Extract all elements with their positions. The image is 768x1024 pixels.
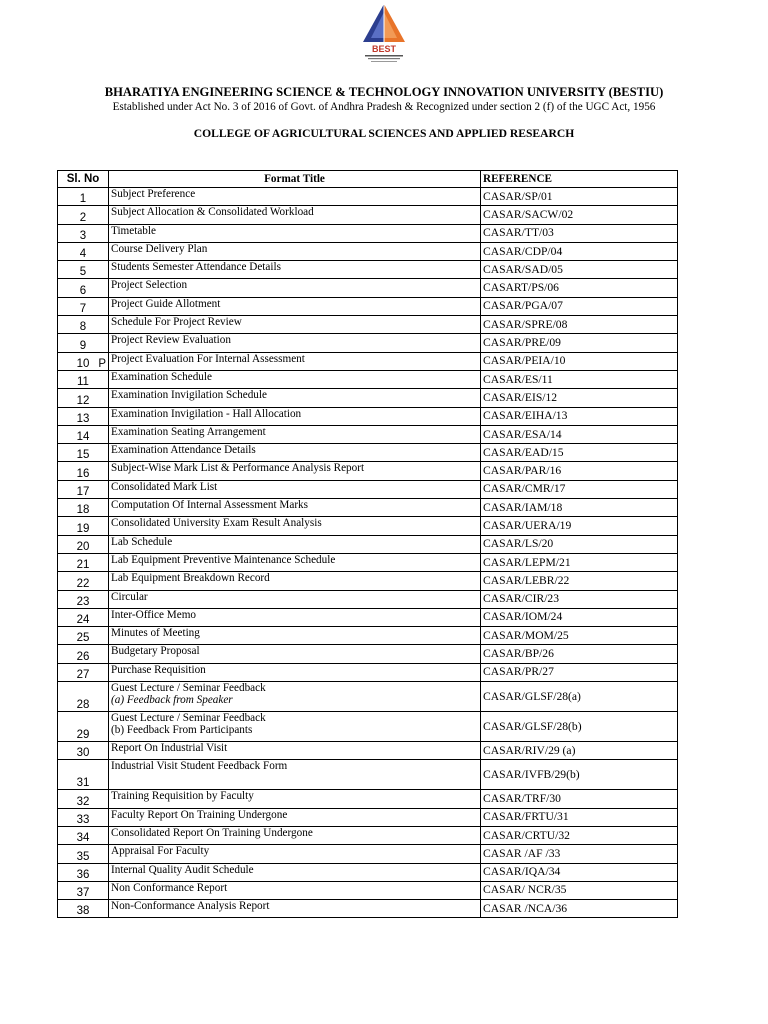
format-title [109, 645, 481, 663]
row-number-text: 29 [76, 729, 90, 742]
row-number-text: 8 [79, 321, 87, 334]
format-title-text: Examination Attendance Details [111, 444, 256, 457]
best-logo-icon [355, 2, 413, 64]
format-reference: CASAR/PGA/07 [481, 297, 678, 315]
format-title-text: Inter-Office Memo [111, 608, 196, 621]
table-row [58, 712, 678, 742]
row-number [58, 900, 109, 918]
format-title-text: Lab Equipment Preventive Maintenance Schedule [111, 553, 336, 566]
row-number-text: 35 [76, 850, 90, 863]
table-row [58, 370, 678, 388]
format-title-text: Training Requisition by Faculty [111, 790, 254, 803]
format-reference: CASAR/LS/20 [481, 535, 678, 553]
table-row [58, 881, 678, 899]
format-subtitle: (a) Feedback from Speaker [111, 694, 233, 707]
row-number [58, 790, 109, 808]
format-reference: CASAR/ NCR/35 [481, 881, 678, 899]
format-reference: CASAR/SPRE/08 [481, 316, 678, 334]
row-number-text: 21 [76, 559, 90, 572]
format-title [109, 517, 481, 535]
table-row [58, 206, 678, 224]
table-row [58, 572, 678, 590]
row-number-text: 32 [76, 795, 90, 808]
table-row [58, 535, 678, 553]
row-number [58, 712, 109, 742]
format-title [109, 590, 481, 608]
table-row [58, 553, 678, 571]
row-number [58, 407, 109, 425]
format-reference: CASAR/CMR/17 [481, 480, 678, 498]
row-number-text: 27 [76, 669, 90, 682]
table-row [58, 480, 678, 498]
format-title [109, 462, 481, 480]
format-reference: CASAR/GLSF/28(b) [481, 712, 678, 742]
format-title [109, 316, 481, 334]
format-title-text: Faculty Report On Training Undergone [111, 808, 288, 821]
format-reference: CASAR/CDP/04 [481, 242, 678, 260]
row-number-text: 26 [76, 650, 90, 663]
format-title-text: Examination Seating Arrangement [111, 425, 266, 438]
table-row [58, 444, 678, 462]
row-number [58, 627, 109, 645]
row-number-text: 31 [76, 777, 90, 790]
format-title [109, 279, 481, 297]
format-title-text: Project Review Evaluation [111, 334, 231, 347]
table-row [58, 826, 678, 844]
format-reference: CASAR/PEIA/10 [481, 352, 678, 370]
format-title [109, 826, 481, 844]
format-reference: CASAR/UERA/19 [481, 517, 678, 535]
format-reference: CASAR/TRF/30 [481, 790, 678, 808]
format-reference: CASAR /NCA/36 [481, 900, 678, 918]
row-number [58, 224, 109, 242]
row-number [58, 297, 109, 315]
row-number [58, 242, 109, 260]
format-title [109, 206, 481, 224]
format-title-text: Appraisal For Faculty [111, 845, 210, 858]
format-reference: CASAR/SP/01 [481, 188, 678, 206]
row-number-text: 22 [76, 577, 90, 590]
row-number-text: 36 [76, 868, 90, 881]
format-title [109, 863, 481, 881]
logo-text: BEST [371, 44, 397, 54]
format-title [109, 444, 481, 462]
format-title-text: Industrial Visit Student Feedback Form [111, 760, 288, 773]
table-row [58, 297, 678, 315]
table-row [58, 682, 678, 712]
table-row [58, 261, 678, 279]
format-title [109, 760, 481, 790]
format-reference: CASAR/LEBR/22 [481, 572, 678, 590]
row-number-text: 25 [76, 632, 90, 645]
row-number-text: 14 [76, 431, 90, 444]
format-title [109, 425, 481, 443]
row-number [58, 608, 109, 626]
row-number [58, 517, 109, 535]
format-title-text: Minutes of Meeting [111, 627, 200, 640]
university-logo [355, 2, 413, 64]
format-reference: CASAR /AF /33 [481, 845, 678, 863]
format-title [109, 572, 481, 590]
row-number-text: 12 [76, 394, 90, 407]
table-row [58, 808, 678, 826]
format-reference: CASAR/MOM/25 [481, 627, 678, 645]
row-number-text: 23 [76, 595, 90, 608]
row-number-text: 33 [76, 813, 90, 826]
row-number [58, 444, 109, 462]
format-title-text: Examination Invigilation - Hall Allocation [111, 407, 302, 420]
row-number-text: 13 [76, 412, 90, 425]
table-row [58, 425, 678, 443]
format-title-text: Schedule For Project Review [111, 316, 242, 329]
format-title-text: Subject Allocation & Consolidated Workload [111, 206, 314, 219]
format-title [109, 845, 481, 863]
row-number [58, 279, 109, 297]
format-reference: CASAR/RIV/29 (a) [481, 742, 678, 760]
row-number [58, 535, 109, 553]
row-number-text: 3 [79, 229, 87, 242]
format-reference: CASAR/EIS/12 [481, 389, 678, 407]
row-number-text: 16 [76, 467, 90, 480]
row-number [58, 682, 109, 712]
table-header-row [58, 171, 678, 188]
format-title-text: Project Guide Allotment [111, 297, 221, 310]
table-row [58, 608, 678, 626]
format-title [109, 370, 481, 388]
format-title [109, 881, 481, 899]
col-header-reference: REFERENCE [481, 171, 678, 188]
format-title [109, 224, 481, 242]
table-row [58, 316, 678, 334]
row-number [58, 261, 109, 279]
table-row [58, 627, 678, 645]
format-title-text: Project Selection [111, 279, 188, 292]
format-reference: CASAR/BP/26 [481, 645, 678, 663]
format-reference: CASAR/PAR/16 [481, 462, 678, 480]
format-title-text: Examination Schedule [111, 370, 212, 383]
row-number [58, 808, 109, 826]
table-row [58, 389, 678, 407]
format-title-text: Subject Preference [111, 188, 196, 200]
format-title-text: Non-Conformance Analysis Report [111, 900, 270, 913]
row-number [58, 742, 109, 760]
row-number [58, 316, 109, 334]
row-number-text: 7 [79, 303, 87, 316]
format-reference: CASAR/SAD/05 [481, 261, 678, 279]
row-number [58, 572, 109, 590]
format-reference: CASAR/IVFB/29(b) [481, 760, 678, 790]
format-title [109, 682, 481, 712]
format-reference: CASAR/EAD/15 [481, 444, 678, 462]
row-number-text: 20 [76, 540, 90, 553]
format-reference: CASAR/GLSF/28(a) [481, 682, 678, 712]
format-reference: CASAR/SACW/02 [481, 206, 678, 224]
format-reference: CASAR/IOM/24 [481, 608, 678, 626]
format-title [109, 499, 481, 517]
format-title-text: Examination Invigilation Schedule [111, 389, 267, 402]
format-title-text: Computation Of Internal Assessment Marks [111, 499, 308, 512]
format-title-text: Internal Quality Audit Schedule [111, 863, 254, 876]
row-number [58, 188, 109, 206]
table-row [58, 900, 678, 918]
college-name: COLLEGE OF AGRICULTURAL SCIENCES AND APPLIED RESEARCH [193, 127, 575, 140]
row-number [58, 845, 109, 863]
format-title [109, 242, 481, 260]
col-header-sl-no: Sl. No [58, 171, 109, 188]
format-title-text: Lab Schedule [111, 535, 173, 548]
table-row [58, 224, 678, 242]
format-subtitle: (b) Feedback From Participants [111, 724, 253, 737]
table-row [58, 499, 678, 517]
table-row [58, 645, 678, 663]
row-number [58, 881, 109, 899]
table-row [58, 663, 678, 681]
format-title-text: Consolidated University Exam Result Analysis [111, 517, 322, 530]
row-number-text: 15 [76, 449, 90, 462]
row-number-text: 6 [79, 284, 87, 297]
row-number-text: 17 [76, 486, 90, 499]
format-reference: CASAR/IAM/18 [481, 499, 678, 517]
table-row [58, 742, 678, 760]
table-row [58, 407, 678, 425]
format-title [109, 407, 481, 425]
row-number-text: 4 [79, 248, 87, 261]
table-row [58, 760, 678, 790]
row-number-text: 11 [77, 376, 89, 389]
establishment-note: Established under Act No. 3 of 2016 of Govt. of Andhra Pradesh & Recognized under section 2 (f) of the UGC Act, 1956 [112, 101, 656, 113]
row-number [58, 499, 109, 517]
format-reference: CASAR/PR/27 [481, 663, 678, 681]
format-title [109, 188, 481, 206]
col-header-format-title: Format Title [109, 171, 481, 188]
row-number-text: 34 [76, 832, 90, 845]
format-title [109, 553, 481, 571]
format-title [109, 480, 481, 498]
format-title [109, 389, 481, 407]
row-number-extra: P [98, 357, 106, 370]
table-row [58, 334, 678, 352]
format-title [109, 535, 481, 553]
row-number-text: 38 [76, 905, 90, 918]
table-row [58, 462, 678, 480]
format-title-text: Guest Lecture / Seminar Feedback [111, 712, 266, 725]
row-number [58, 334, 109, 352]
row-number-text: 24 [76, 614, 90, 627]
row-number [58, 370, 109, 388]
format-title-text: Purchase Requisition [111, 663, 206, 676]
row-number-text: 19 [76, 522, 90, 535]
table-row [58, 517, 678, 535]
format-reference: CASAR/CRTU/32 [481, 826, 678, 844]
format-title [109, 663, 481, 681]
row-number-text: 37 [76, 887, 90, 900]
table-row [58, 790, 678, 808]
formats-table [57, 170, 678, 918]
format-title-text: Timetable [111, 224, 156, 237]
format-title [109, 790, 481, 808]
format-title [109, 627, 481, 645]
university-name: BHARATIYA ENGINEERING SCIENCE & TECHNOLOGY INNOVATION UNIVERSITY (BESTIU) [104, 85, 664, 99]
format-title-text: Budgetary Proposal [111, 645, 200, 658]
format-title [109, 334, 481, 352]
table-row [58, 279, 678, 297]
format-title [109, 297, 481, 315]
format-reference: CASART/PS/06 [481, 279, 678, 297]
row-number [58, 206, 109, 224]
format-title-text: Guest Lecture / Seminar Feedback [111, 682, 266, 695]
row-number [58, 553, 109, 571]
format-title-text: Students Semester Attendance Details [111, 261, 281, 274]
table-row [58, 352, 678, 370]
format-title [109, 712, 481, 742]
row-number [58, 760, 109, 790]
format-title [109, 900, 481, 918]
format-title [109, 742, 481, 760]
row-number [58, 480, 109, 498]
format-reference: CASAR/FRTU/31 [481, 808, 678, 826]
row-number-text: 30 [76, 747, 90, 760]
table-row [58, 188, 678, 206]
table-row [58, 863, 678, 881]
format-title-text: Consolidated Report On Training Undergone [111, 826, 313, 839]
format-reference: CASAR/LEPM/21 [481, 553, 678, 571]
format-reference: CASAR/ES/11 [481, 370, 678, 388]
format-title [109, 352, 481, 370]
row-number [58, 462, 109, 480]
row-number [58, 863, 109, 881]
row-number-text: 5 [79, 266, 87, 279]
row-number [58, 389, 109, 407]
format-title-text: Non Conformance Report [111, 881, 228, 894]
format-title-text: Consolidated Mark List [111, 480, 218, 493]
row-number [58, 352, 109, 370]
format-title [109, 808, 481, 826]
format-title-text: Course Delivery Plan [111, 242, 208, 255]
format-title-text: Lab Equipment Breakdown Record [111, 572, 270, 585]
format-reference: CASAR/IQA/34 [481, 863, 678, 881]
format-reference: CASAR/ESA/14 [481, 425, 678, 443]
format-reference: CASAR/PRE/09 [481, 334, 678, 352]
format-reference: CASAR/TT/03 [481, 224, 678, 242]
row-number [58, 663, 109, 681]
format-reference: CASAR/CIR/23 [481, 590, 678, 608]
row-number [58, 425, 109, 443]
row-number-text: 9 [79, 339, 87, 352]
format-title-text: Report On Industrial Visit [111, 742, 228, 755]
table-row [58, 242, 678, 260]
format-title-text: Project Evaluation For Internal Assessment [111, 352, 305, 365]
format-title-text: Subject-Wise Mark List & Performance Analysis Report [111, 462, 365, 475]
row-number-text: 1 [79, 193, 87, 206]
format-title [109, 261, 481, 279]
table-row [58, 590, 678, 608]
row-number [58, 826, 109, 844]
row-number-text: 2 [79, 211, 87, 224]
format-title [109, 608, 481, 626]
row-number [58, 590, 109, 608]
format-reference: CASAR/EIHA/13 [481, 407, 678, 425]
row-number-text: 10 [76, 357, 90, 370]
table-row [58, 845, 678, 863]
row-number-text: 28 [76, 699, 90, 712]
row-number [58, 645, 109, 663]
row-number-text: 18 [76, 504, 90, 517]
format-title-text: Circular [111, 590, 148, 603]
